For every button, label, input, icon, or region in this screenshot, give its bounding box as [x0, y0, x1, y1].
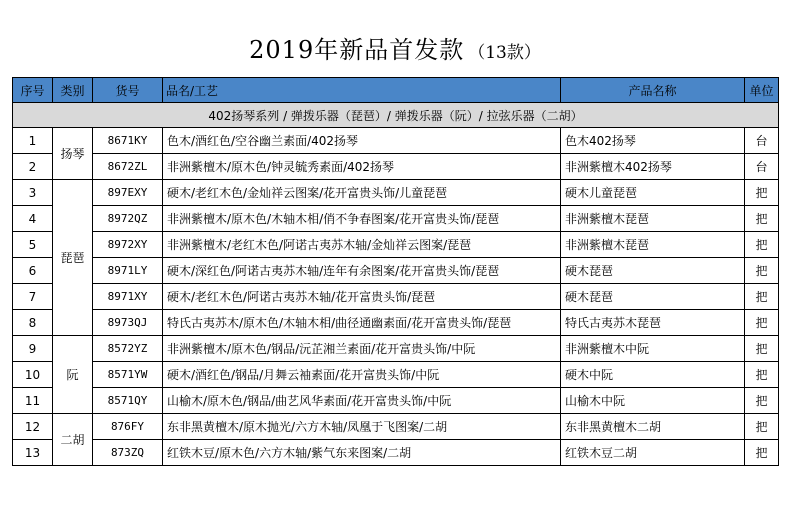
group-label: 402扬琴系列 / 弹拨乐器（琵琶）/ 弹拨乐器（阮）/ 拉弦乐器（二胡） [13, 103, 779, 128]
row-code: 8571QY [93, 388, 163, 414]
title-count: （13款） [468, 43, 541, 63]
table-header-row [13, 78, 779, 103]
row-seq: 11 [13, 388, 53, 414]
row-unit: 把 [745, 440, 779, 466]
row-spec: 硬木/老红木色/阿诺古夷苏木轴/花开富贵头饰/琵琶 [163, 284, 561, 310]
table-row [13, 258, 779, 284]
row-code: 8972QZ [93, 206, 163, 232]
row-product-name: 非洲紫檀木琵琶 [561, 206, 745, 232]
row-spec: 山榆木/原木色/钢品/曲艺风华素面/花开富贵头饰/中阮 [163, 388, 561, 414]
row-code: 8671KY [93, 128, 163, 154]
row-product-name: 硬木琵琶 [561, 258, 745, 284]
row-product-name: 硬木儿童琵琶 [561, 180, 745, 206]
row-spec: 硬木/酒红色/钢品/月舞云袖素面/花开富贵头饰/中阮 [163, 362, 561, 388]
row-seq: 2 [13, 154, 53, 180]
row-spec: 非洲紫檀木/原木色/木轴木相/俏不争春图案/花开富贵头饰/琵琶 [163, 206, 561, 232]
category-cell: 阮 [53, 336, 93, 414]
row-seq: 5 [13, 232, 53, 258]
row-code: 8972XY [93, 232, 163, 258]
table-row [13, 232, 779, 258]
row-code: 8571YW [93, 362, 163, 388]
table-row [13, 310, 779, 336]
row-unit: 把 [745, 336, 779, 362]
header-spec: 品名/工艺 [163, 78, 561, 103]
row-product-name: 色木402扬琴 [561, 128, 745, 154]
row-seq: 6 [13, 258, 53, 284]
row-product-name: 东非黑黄檀木二胡 [561, 414, 745, 440]
row-product-name: 非洲紫檀木中阮 [561, 336, 745, 362]
row-spec: 非洲紫檀木/原木色/钢品/沅芷湘兰素面/花开富贵头饰/中阮 [163, 336, 561, 362]
table-row [13, 206, 779, 232]
table-row [13, 362, 779, 388]
row-unit: 把 [745, 206, 779, 232]
row-product-name: 特氏古夷苏木琵琶 [561, 310, 745, 336]
row-unit: 把 [745, 284, 779, 310]
row-seq: 12 [13, 414, 53, 440]
row-seq: 13 [13, 440, 53, 466]
row-unit: 台 [745, 128, 779, 154]
category-cell: 琵琶 [53, 180, 93, 336]
header-seq: 序号 [13, 78, 53, 103]
row-code: 873ZQ [93, 440, 163, 466]
row-code: 8672ZL [93, 154, 163, 180]
page-title-block [0, 30, 790, 65]
table-row [13, 336, 779, 362]
row-product-name: 山榆木中阮 [561, 388, 745, 414]
table-row [13, 284, 779, 310]
table-row [13, 128, 779, 154]
row-unit: 把 [745, 414, 779, 440]
row-code: 8572YZ [93, 336, 163, 362]
row-product-name: 硬木中阮 [561, 362, 745, 388]
row-code: 8971LY [93, 258, 163, 284]
header-category: 类别 [53, 78, 93, 103]
row-spec: 硬木/老红木色/金灿祥云图案/花开富贵头饰/儿童琵琶 [163, 180, 561, 206]
table-row [13, 414, 779, 440]
row-seq: 9 [13, 336, 53, 362]
table-row [13, 180, 779, 206]
page-title: 2019年新品首发款 [249, 36, 465, 64]
row-seq: 1 [13, 128, 53, 154]
row-product-name: 红铁木豆二胡 [561, 440, 745, 466]
row-seq: 7 [13, 284, 53, 310]
row-code: 8973QJ [93, 310, 163, 336]
header-code: 货号 [93, 78, 163, 103]
row-product-name: 非洲紫檀木琵琶 [561, 232, 745, 258]
row-code: 897EXY [93, 180, 163, 206]
row-spec: 非洲紫檀木/老红木色/阿诺古夷苏木轴/金灿祥云图案/琵琶 [163, 232, 561, 258]
row-spec: 硬木/深红色/阿诺古夷苏木轴/连年有余图案/花开富贵头饰/琵琶 [163, 258, 561, 284]
row-unit: 把 [745, 362, 779, 388]
row-unit: 把 [745, 232, 779, 258]
row-product-name: 非洲紫檀木402扬琴 [561, 154, 745, 180]
row-unit: 把 [745, 310, 779, 336]
row-spec: 红铁木豆/原木色/六方木轴/紫气东来图案/二胡 [163, 440, 561, 466]
row-spec: 特氏古夷苏木/原木色/木轴木相/曲径通幽素面/花开富贵头饰/琵琶 [163, 310, 561, 336]
row-code: 8971XY [93, 284, 163, 310]
row-unit: 台 [745, 154, 779, 180]
header-product-name: 产品名称 [561, 78, 745, 103]
product-table [12, 77, 779, 466]
row-spec: 非洲紫檀木/原木色/钟灵毓秀素面/402扬琴 [163, 154, 561, 180]
row-seq: 3 [13, 180, 53, 206]
row-seq: 10 [13, 362, 53, 388]
row-unit: 把 [745, 180, 779, 206]
row-unit: 把 [745, 258, 779, 284]
row-spec: 色木/酒红色/空谷幽兰素面/402扬琴 [163, 128, 561, 154]
category-cell: 扬琴 [53, 128, 93, 180]
row-code: 876FY [93, 414, 163, 440]
table-row [13, 388, 779, 414]
category-cell: 二胡 [53, 414, 93, 466]
row-spec: 东非黑黄檀木/原木抛光/六方木轴/凤凰于飞图案/二胡 [163, 414, 561, 440]
row-seq: 4 [13, 206, 53, 232]
row-product-name: 硬木琵琶 [561, 284, 745, 310]
group-row [13, 103, 779, 128]
row-unit: 把 [745, 388, 779, 414]
row-seq: 8 [13, 310, 53, 336]
table-row [13, 440, 779, 466]
table-row [13, 154, 779, 180]
header-unit: 单位 [745, 78, 779, 103]
